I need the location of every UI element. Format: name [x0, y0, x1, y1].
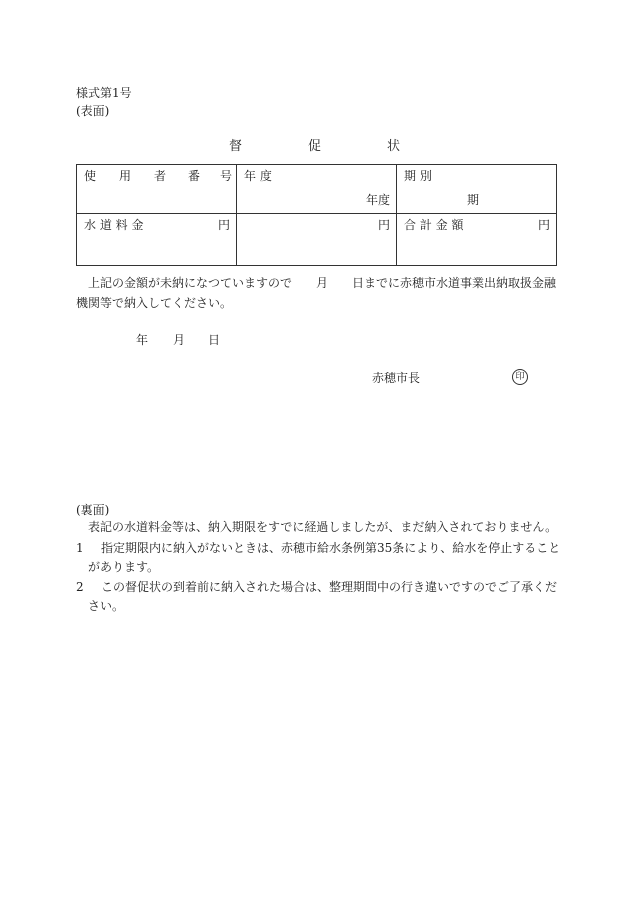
usage-number-char: 使	[84, 169, 97, 183]
billing-period-label: 期 別	[404, 169, 432, 183]
usage-number-char: 番	[188, 169, 201, 183]
title-char-3: 状	[387, 139, 401, 154]
item-line-1: 指定期限内に納入がないときは、赤穂市給水条例第35条により、給水を停止すること	[101, 541, 561, 555]
title-char-2: 促	[308, 139, 322, 154]
water-fee-cell	[77, 214, 237, 266]
seal-mark: 印	[512, 369, 528, 385]
billing-period-suffix: 期	[467, 193, 480, 207]
fiscal-year-label: 年 度	[244, 169, 272, 183]
water-fee-yen: 円	[217, 218, 230, 232]
form-number: 様式第1号	[76, 86, 132, 100]
total-amount-label: 合 計 金 額	[404, 218, 464, 232]
item-line-2: があります。	[88, 560, 160, 574]
back-side-label: (裏面)	[76, 503, 110, 517]
back-intro: 表記の水道料金等は、納入期限をすでに経過しましたが、まだ納入されておりません。	[88, 520, 558, 534]
usage-number-char: 用	[119, 169, 132, 183]
title-char-1: 督	[229, 139, 243, 154]
amount-yen: 円	[377, 218, 390, 232]
fiscal-year-cell	[237, 165, 397, 214]
item-number: 1	[76, 541, 84, 555]
billing-table	[76, 164, 557, 266]
notice-line-1: 上記の金額が未納になつていますので 月 日までに赤穂市水道事業出納取扱金融	[88, 276, 557, 290]
usage-number-char: 者	[154, 169, 167, 183]
total-amount-cell	[397, 214, 557, 266]
total-amount-yen: 円	[537, 218, 550, 232]
date-month: 月	[173, 333, 186, 347]
date-year: 年	[136, 333, 149, 347]
mayor-signature: 赤穂市長	[372, 371, 421, 385]
usage-number-char: 号	[220, 169, 233, 183]
amount-cell	[237, 214, 397, 266]
item-number: 2	[76, 580, 84, 594]
date-day: 日	[208, 333, 221, 347]
notice-line-2: 機関等で納入してください。	[76, 296, 233, 310]
fiscal-year-suffix: 年度	[365, 193, 390, 207]
usage-number-cell	[77, 165, 237, 214]
billing-period-cell	[397, 165, 557, 214]
item-line-1: この督促状の到着前に納入された場合は、整理期間中の行き違いですのでご了承くだ	[101, 580, 558, 594]
water-fee-label: 水 道 料 金	[84, 218, 144, 232]
front-side-label: (表面)	[76, 104, 110, 118]
item-line-2: さい。	[88, 599, 125, 613]
